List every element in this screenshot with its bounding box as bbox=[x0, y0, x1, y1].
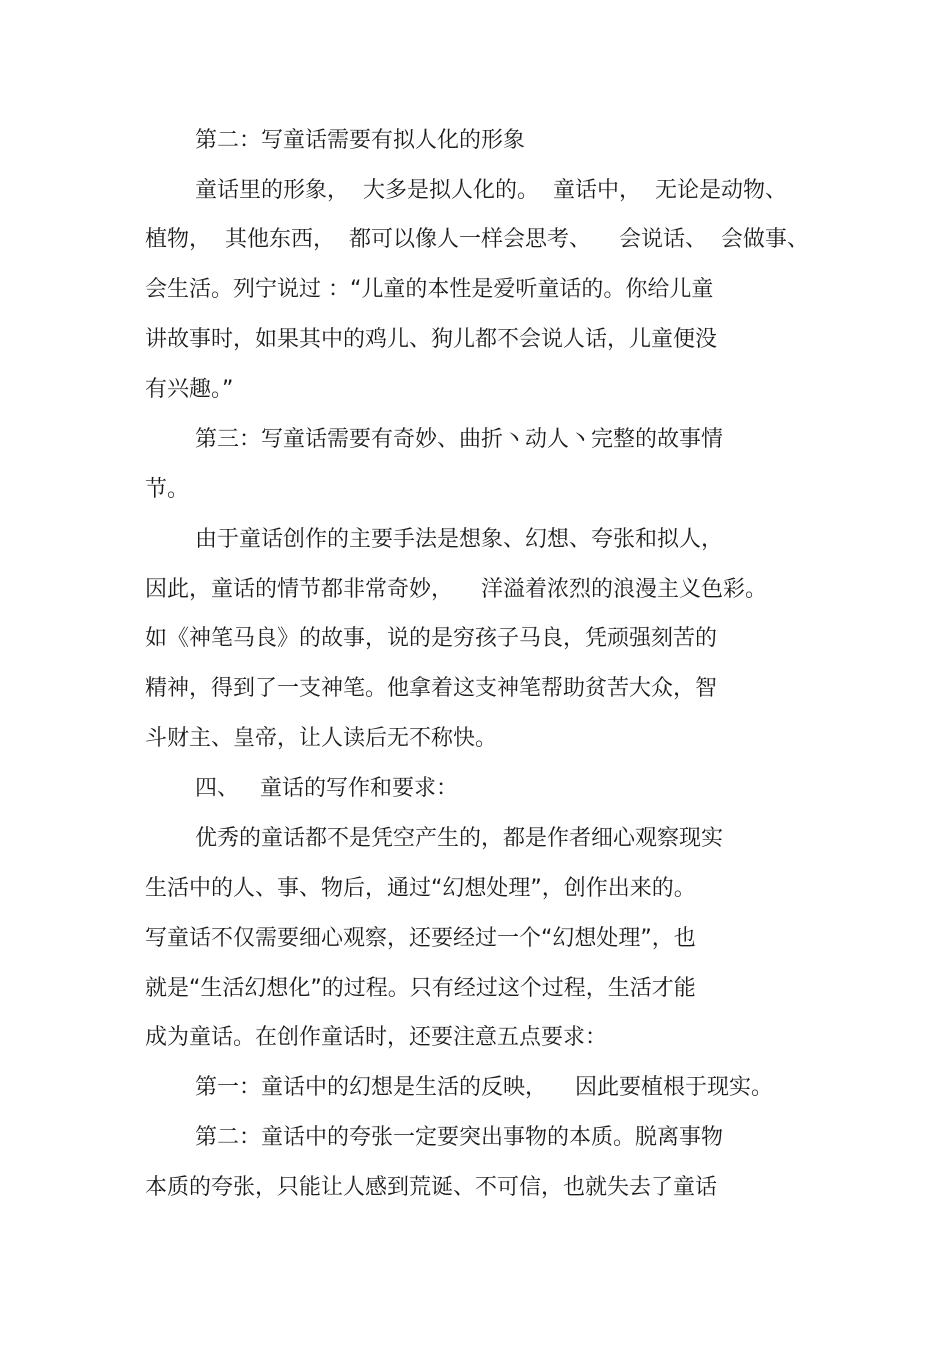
text-line: 第二：童话中的夸张一定要突出事物的本质。脱离事物 bbox=[195, 1125, 724, 1150]
text-line: 写童话不仅需要细心观察，还要经过一个“幻想处理”，也 bbox=[145, 926, 696, 951]
text-line: 节。 bbox=[145, 477, 190, 502]
text-line: 因此，童话的情节都非常奇妙， 洋溢着浓烈的浪漫主义色彩。 bbox=[145, 577, 767, 602]
text-line: 精神，得到了一支神笔。他拿着这支神笔帮助贫苦大众，智 bbox=[145, 676, 718, 701]
text-line: 有兴趣。” bbox=[145, 377, 234, 402]
text-line: 第二：写童话需要有拟人化的形象 bbox=[195, 128, 526, 153]
text-line: 就是“生活幻想化”的过程。只有经过这个过程，生活才能 bbox=[145, 976, 696, 1001]
text-line: 童话里的形象， 大多是拟人化的。 童话中， 无论是动物、 bbox=[195, 178, 787, 203]
text-line: 第一：童话中的幻想是生活的反映， 因此要植根于现实。 bbox=[195, 1075, 773, 1100]
text-line: 优秀的童话都不是凭空产生的，都是作者细心观察现实 bbox=[195, 826, 724, 851]
text-line: 斗财主、皇帝，让人读后无不称快。 bbox=[145, 726, 498, 751]
text-line: 第三：写童话需要有奇妙、曲折丶动人丶完整的故事情 bbox=[195, 427, 724, 452]
text-line: 成为童话。在创作童话时，还要注意五点要求： bbox=[145, 1025, 608, 1050]
text-line: 由于童话创作的主要手法是想象、幻想、夸张和拟人， bbox=[195, 527, 724, 552]
text-line: 如《神笔马良》的故事，说的是穷孩子马良，凭顽强刻苦的 bbox=[145, 626, 718, 651]
text-line: 会生活。列宁说过 ：“儿童的本性是爱听童话的。你给儿童 bbox=[145, 277, 714, 302]
text-line: 生活中的人、事、物后，通过“幻想处理”，创作出来的。 bbox=[145, 876, 696, 901]
text-line: 讲故事时，如果其中的鸡儿、狗儿都不会说人话，儿童便没 bbox=[145, 327, 718, 352]
text-line: 本质的夸张，只能让人感到荒诞、不可信，也就失去了童话 bbox=[145, 1175, 718, 1200]
section-heading: 四、 童话的写作和要求： bbox=[195, 776, 458, 801]
text-line: 植物， 其他东西， 都可以像人一样会思考、 会说话、 会做事、 bbox=[145, 227, 809, 252]
